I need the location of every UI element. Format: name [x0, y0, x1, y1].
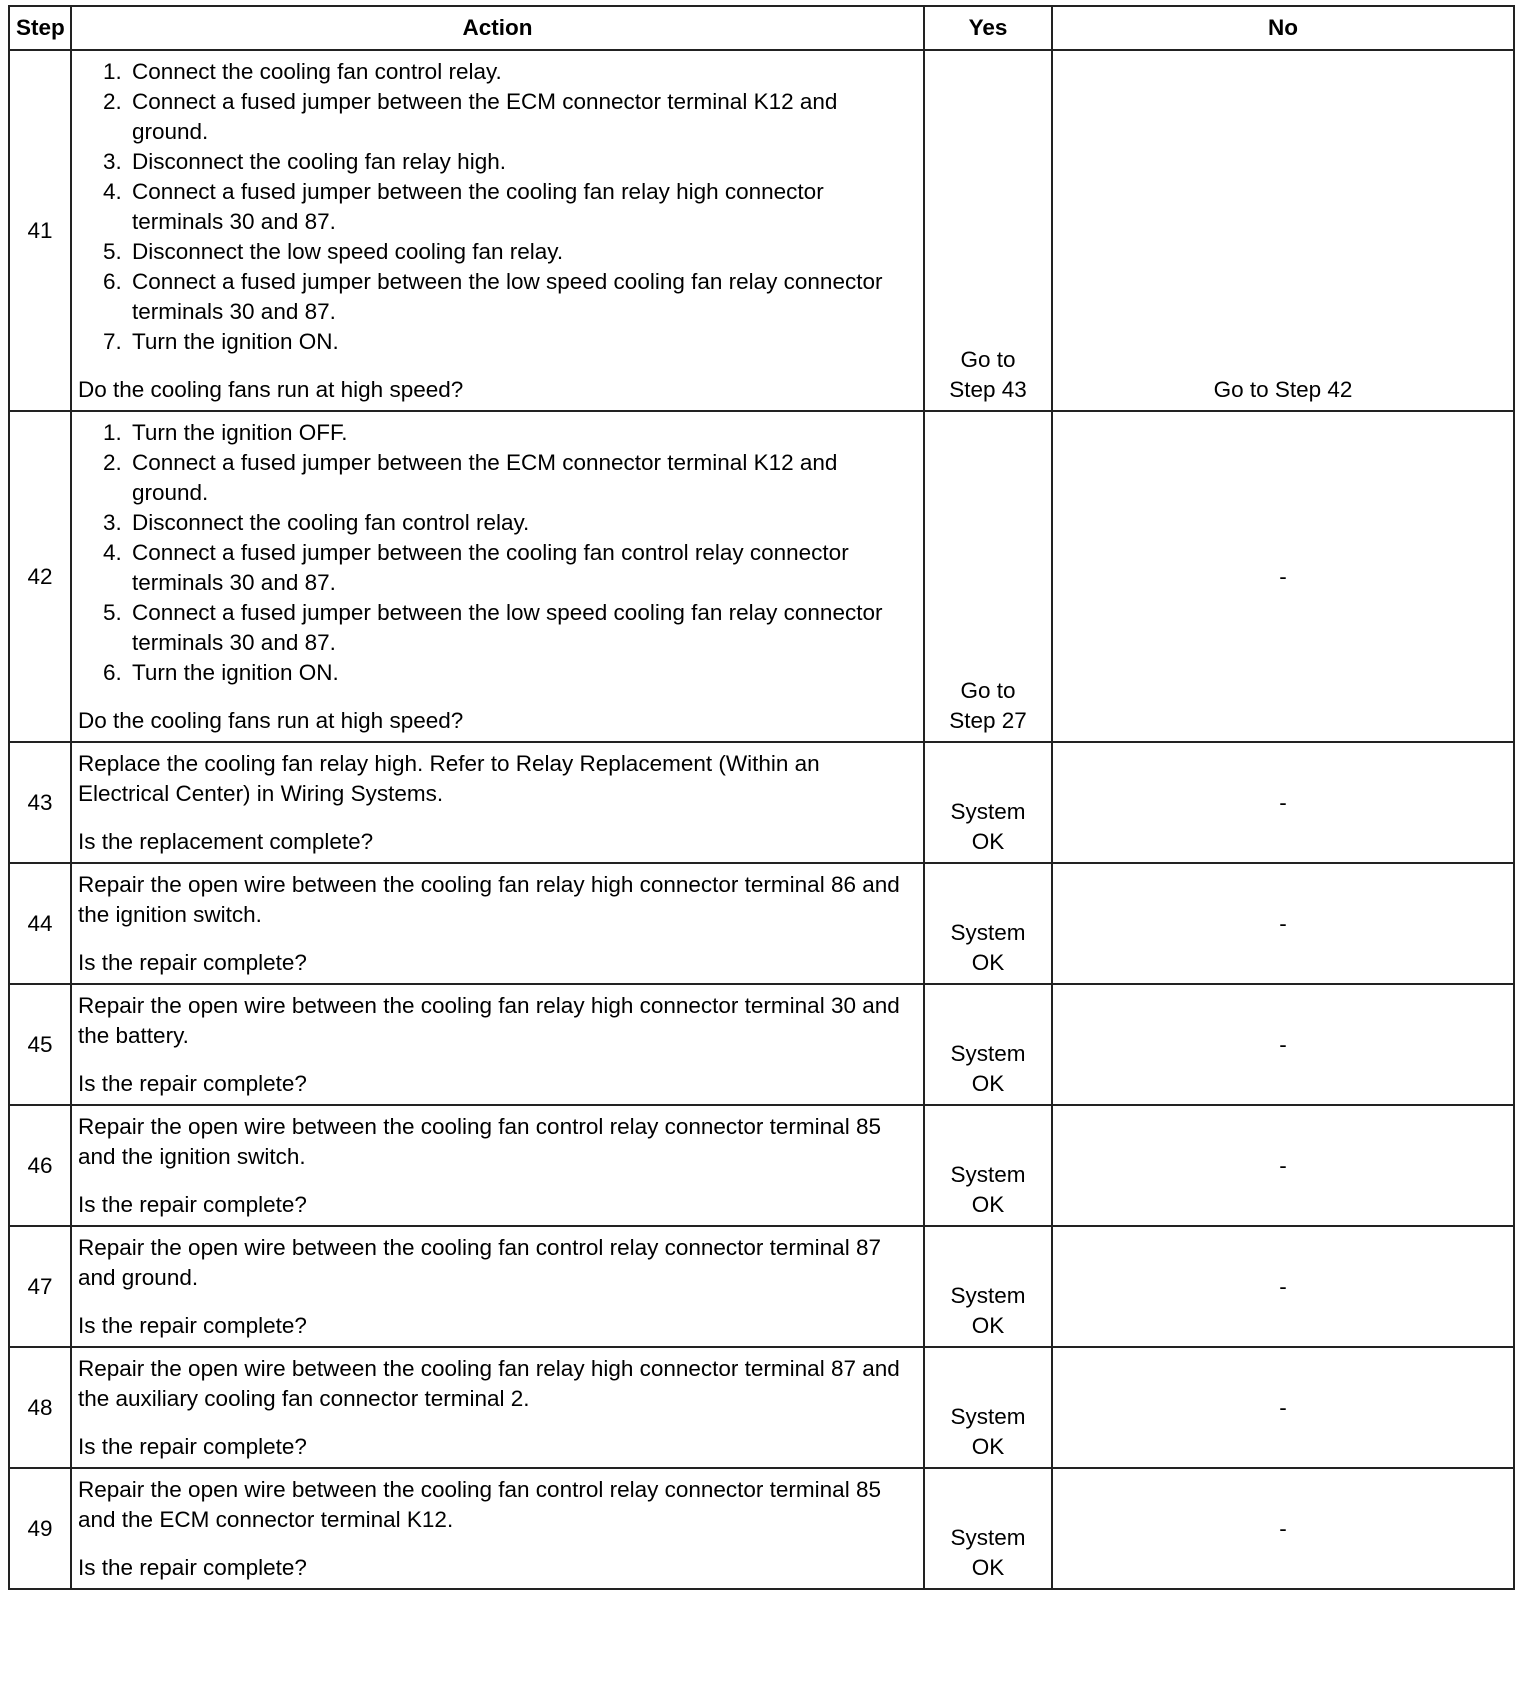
action-question: Is the repair complete?: [78, 1434, 307, 1459]
action-text: Replace the cooling fan relay high. Refer to Relay Replacement (Within an Electrical Center) in Wiring Systems.: [78, 751, 820, 806]
action-step: 1. Connect the cooling fan control relay.: [128, 57, 917, 87]
yes-cell: [924, 1347, 1052, 1468]
yes-cell: [924, 411, 1052, 742]
table-row: [9, 1347, 1514, 1468]
yes-line-1: System: [950, 1283, 1026, 1308]
action-cell: [71, 1347, 924, 1468]
no-cell: -: [1052, 1105, 1514, 1226]
step-number: 42: [9, 411, 71, 742]
action-step: 3. Disconnect the cooling fan relay high.: [128, 147, 917, 177]
action-cell: [71, 742, 924, 863]
action-question: Is the repair complete?: [78, 1071, 307, 1096]
yes-line-2: Step 27: [949, 708, 1027, 733]
header-no: No: [1052, 6, 1514, 50]
header-action: Action: [71, 6, 924, 50]
diagnostic-table: [8, 5, 1515, 1590]
table-row: [9, 1105, 1514, 1226]
header-yes: Yes: [924, 6, 1052, 50]
no-cell: -: [1052, 411, 1514, 742]
yes-line-1: System: [950, 920, 1026, 945]
no-cell: -: [1052, 1226, 1514, 1347]
step-number: 46: [9, 1105, 71, 1226]
action-step: 4. Connect a fused jumper between the cooling fan control relay connector terminals 30 and 87.: [128, 538, 917, 598]
action-cell: [71, 411, 924, 742]
action-step: 2. Connect a fused jumper between the ECM connector terminal K12 and ground.: [128, 448, 917, 508]
yes-cell: [924, 742, 1052, 863]
yes-line-1: Go to: [960, 678, 1016, 703]
table-row: [9, 1226, 1514, 1347]
action-step: 5. Disconnect the low speed cooling fan relay.: [128, 237, 917, 267]
action-question: Is the repair complete?: [78, 1555, 307, 1580]
table-row: [9, 863, 1514, 984]
action-text: Repair the open wire between the cooling fan control relay connector terminal 87 and ground.: [78, 1235, 881, 1290]
header-row: [9, 6, 1514, 50]
action-step: 4. Connect a fused jumper between the cooling fan relay high connector terminals 30 and 87.: [128, 177, 917, 237]
action-step: 2. Connect a fused jumper between the ECM connector terminal K12 and ground.: [128, 87, 917, 147]
no-cell: -: [1052, 742, 1514, 863]
yes-cell: [924, 863, 1052, 984]
action-text: Repair the open wire between the cooling fan relay high connector terminal 86 and the ignition switch.: [78, 872, 900, 927]
no-cell: -: [1052, 1347, 1514, 1468]
table-row: [9, 411, 1514, 742]
yes-line-2: OK: [971, 1313, 1005, 1338]
action-step: 1. Turn the ignition OFF.: [128, 418, 917, 448]
no-cell: -: [1052, 863, 1514, 984]
yes-line-1: System: [950, 1041, 1026, 1066]
action-cell: [71, 863, 924, 984]
action-step: 7. Turn the ignition ON.: [128, 327, 917, 357]
action-cell: [71, 1105, 924, 1226]
table-row: [9, 50, 1514, 411]
yes-line-1: System: [950, 799, 1026, 824]
action-cell: [71, 1468, 924, 1589]
action-text: Repair the open wire between the cooling fan relay high connector terminal 30 and the battery.: [78, 993, 900, 1048]
yes-line-2: OK: [971, 1071, 1005, 1096]
action-step: 5. Connect a fused jumper between the low speed cooling fan relay connector terminals 30 and 87.: [128, 598, 917, 658]
action-question: Is the repair complete?: [78, 1313, 307, 1338]
step-number: 45: [9, 984, 71, 1105]
step-number: 47: [9, 1226, 71, 1347]
yes-line-2: OK: [971, 1434, 1005, 1459]
action-cell: [71, 984, 924, 1105]
table-row: [9, 1468, 1514, 1589]
yes-cell: [924, 1226, 1052, 1347]
yes-line-1: Go to: [960, 347, 1016, 372]
action-cell: [71, 1226, 924, 1347]
action-step: 6. Connect a fused jumper between the low speed cooling fan relay connector terminals 30 and 87.: [128, 267, 917, 327]
action-steps: [78, 418, 917, 688]
yes-cell: [924, 1105, 1052, 1226]
no-cell: -: [1052, 1468, 1514, 1589]
yes-cell: [924, 1468, 1052, 1589]
yes-cell: [924, 50, 1052, 411]
action-text: Repair the open wire between the cooling fan control relay connector terminal 85 and the ignition switch.: [78, 1114, 881, 1169]
action-question: Is the repair complete?: [78, 950, 307, 975]
yes-line-1: System: [950, 1162, 1026, 1187]
no-cell: Go to Step 42: [1052, 50, 1514, 411]
yes-line-2: OK: [971, 950, 1005, 975]
table-row: [9, 984, 1514, 1105]
yes-line-1: System: [950, 1404, 1026, 1429]
action-cell: [71, 50, 924, 411]
action-question: Do the cooling fans run at high speed?: [78, 377, 464, 402]
action-question: Do the cooling fans run at high speed?: [78, 708, 464, 733]
action-text: Repair the open wire between the cooling fan relay high connector terminal 87 and the auxiliary cooling fan connector terminal 2.: [78, 1356, 900, 1411]
no-cell: -: [1052, 984, 1514, 1105]
step-number: 41: [9, 50, 71, 411]
step-number: 49: [9, 1468, 71, 1589]
action-text: Repair the open wire between the cooling fan control relay connector terminal 85 and the ECM connector terminal K12.: [78, 1477, 881, 1532]
yes-cell: [924, 984, 1052, 1105]
step-number: 44: [9, 863, 71, 984]
header-step: Step: [9, 6, 71, 50]
yes-line-2: OK: [971, 1192, 1005, 1217]
yes-line-2: Step 43: [949, 377, 1027, 402]
action-steps: [78, 57, 917, 357]
action-step: 3. Disconnect the cooling fan control relay.: [128, 508, 917, 538]
step-number: 43: [9, 742, 71, 863]
table-row: [9, 742, 1514, 863]
yes-line-2: OK: [971, 1555, 1005, 1580]
yes-line-2: OK: [971, 829, 1005, 854]
action-step: 6. Turn the ignition ON.: [128, 658, 917, 688]
yes-line-1: System: [950, 1525, 1026, 1550]
action-question: Is the repair complete?: [78, 1192, 307, 1217]
action-question: Is the replacement complete?: [78, 829, 374, 854]
step-number: 48: [9, 1347, 71, 1468]
